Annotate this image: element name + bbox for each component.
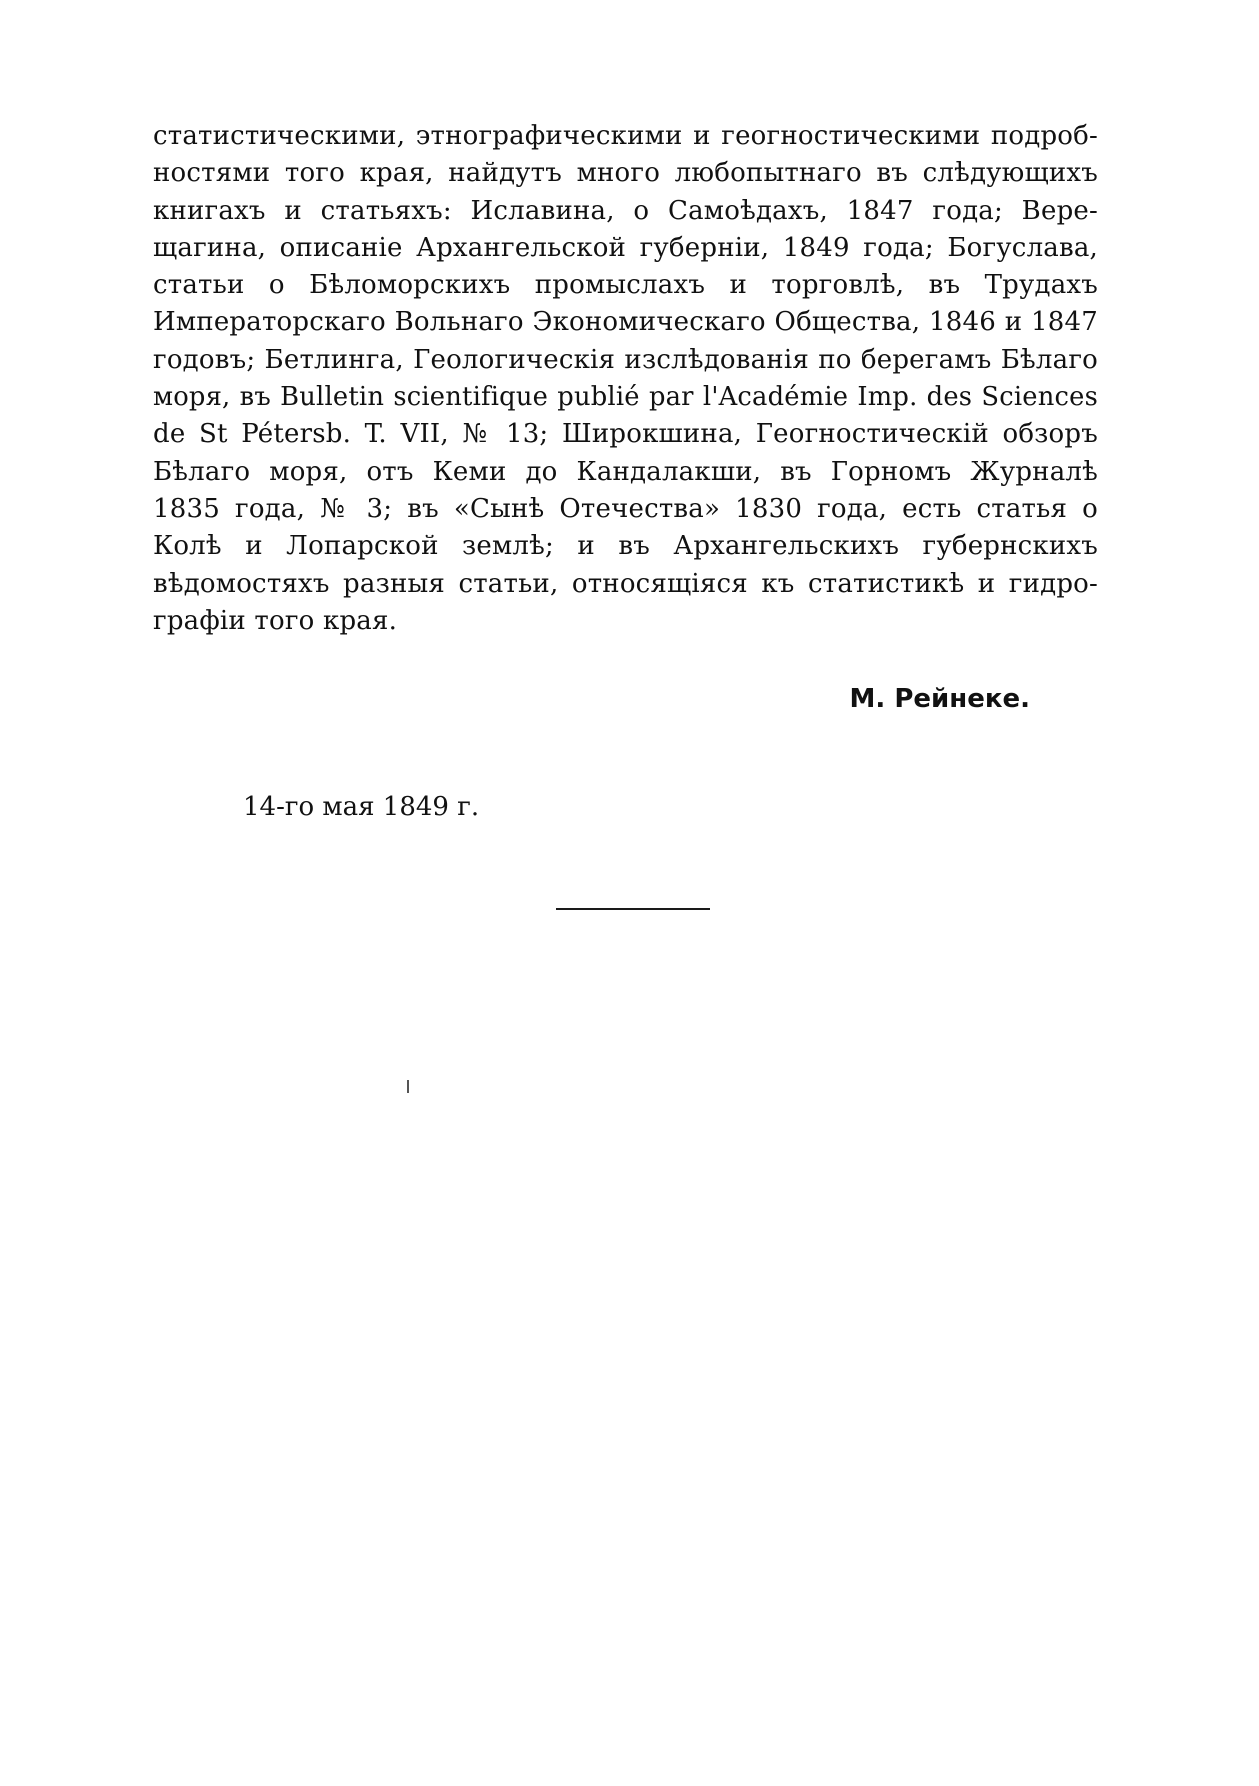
text-line: статистическими, этнографическими и геогностическими подроб- xyxy=(153,121,1098,151)
text-line: книгахъ и статьяхъ: Иславина, о Самоѣдахъ, 1847 года; Вере- xyxy=(153,195,1098,226)
text-line: ностями того края, найдутъ много любопытнаго въ слѣдующихъ xyxy=(153,158,1098,189)
end-rule xyxy=(556,908,710,910)
date-line: 14-го мая 1849 г. xyxy=(243,792,480,822)
text-line: годовъ; Бетлинга, Геологическія изслѣдованія по берегамъ Бѣлаго xyxy=(153,344,1098,375)
text-line: статьи о Бѣломорскихъ промыслахъ и торговлѣ, въ Трудахъ xyxy=(153,270,1098,301)
text-line: моря, въ Bulletin scientifique publié par l'Académie Imp. des Sciences xyxy=(153,382,1098,413)
text-line: de St Pétersb. T. VII, № 13; Широкшина, Геогностическій обзоръ xyxy=(153,419,1098,450)
text-line: щагина, описаніе Архангельской губерніи, 1849 года; Богуслава, xyxy=(153,232,1098,263)
text-line: графіи того края. xyxy=(153,605,398,636)
text-line: Колѣ и Лопарской землѣ; и въ Архангельскихъ губернскихъ xyxy=(153,531,1098,562)
text-line: Бѣлаго моря, отъ Кеми до Кандалакши, въ Горномъ Журналѣ xyxy=(153,456,1098,487)
text-line: Императорскаго Вольнаго Экономическаго Общества, 1846 и 1847 xyxy=(153,307,1098,338)
author-signature: М. Рейнеке. xyxy=(849,684,1030,714)
text-line: 1835 года, № 3; въ «Сынѣ Отечества» 1830 года, есть статья о xyxy=(153,493,1098,524)
text-line: вѣдомостяхъ разныя статьи, относящіяся къ статистикѣ и гидро- xyxy=(153,568,1098,599)
scan-speck xyxy=(407,1080,409,1093)
body-text xyxy=(153,118,1098,640)
